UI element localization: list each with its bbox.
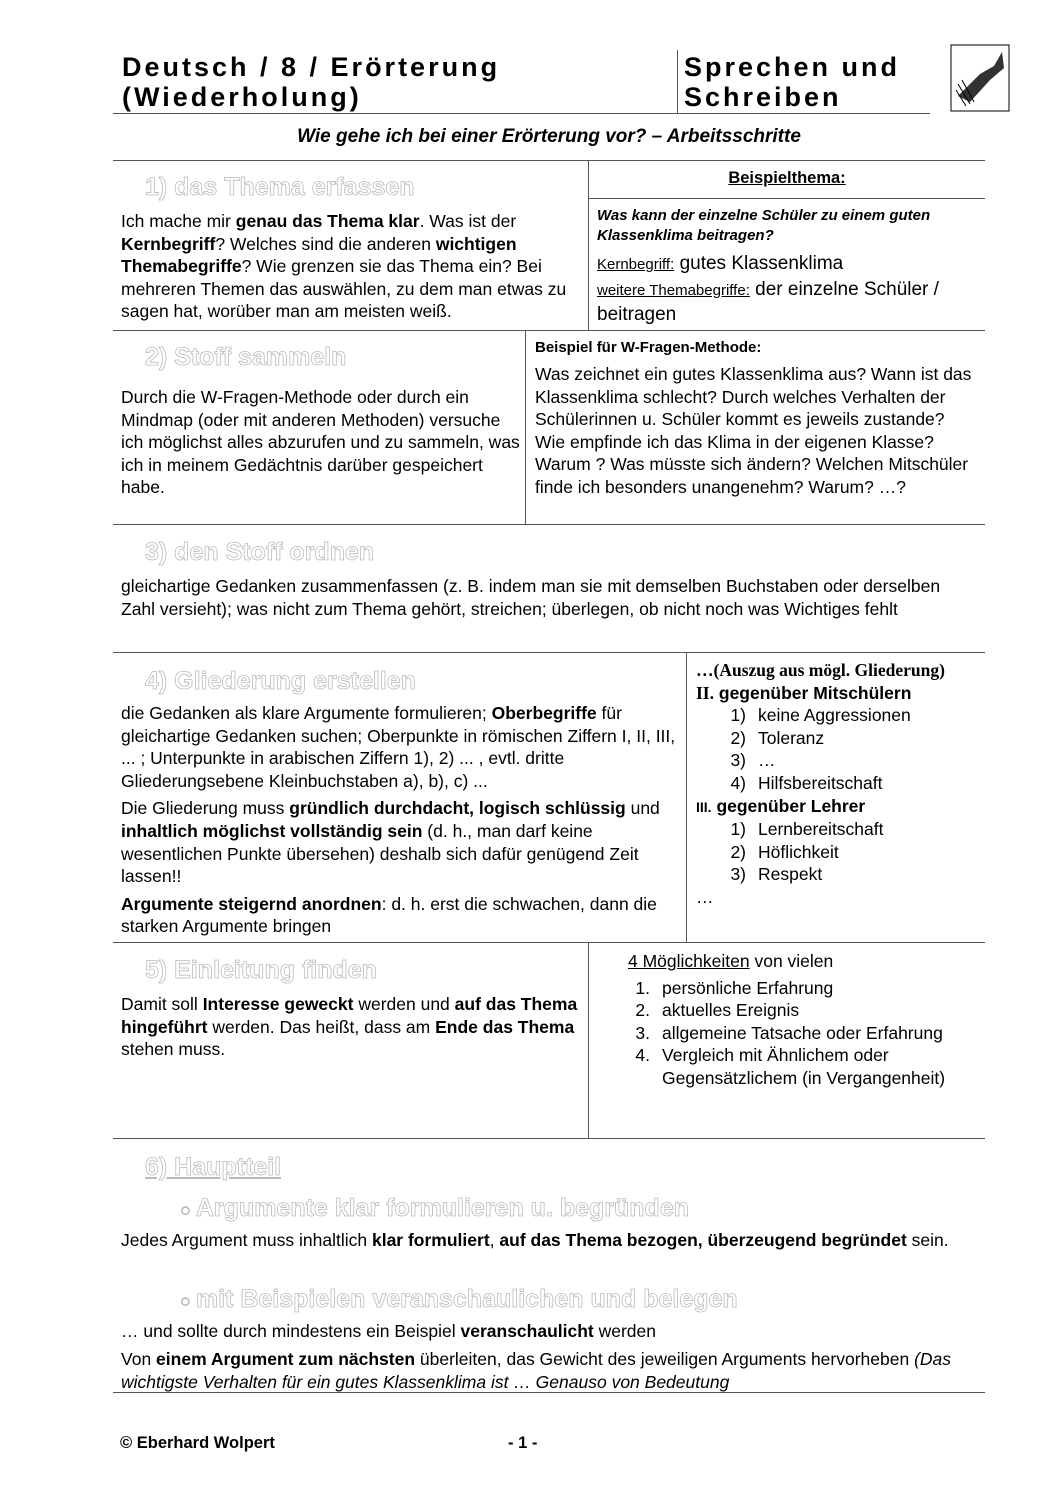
item-text: Lernbereitschaft	[758, 819, 884, 840]
example-terms: Kernbegriff: gutes Klassenklima weitere Themabegriffe: der einzelne Schüler / beitragen	[597, 253, 939, 325]
divider	[588, 198, 985, 199]
section-text: gleichartige Gedanken zusammenfassen (z. B. indem man sie mit demselben Buchstaben oder derselben Zahl versieht); was nicht zum Thema gehört, streichen; überlegen, ob nicht noch was Wichtiges fehlt	[121, 576, 941, 619]
area-line: Schreiben	[684, 82, 842, 112]
outline-excerpt: …(Auszug aus mögl. Gliederung) II. gegenüber Mitschülern 1) keine Aggressionen 2) Toleranz 3) … 4) Hilfsbereitschaft III. gegenüber Lehrer 1) Lernbereitschaft 2) Höflichkeit 3) Respekt …	[696, 659, 985, 909]
outline-item	[708, 749, 985, 772]
section-text: Damit soll Interesse geweckt werden und auf das Thema hingeführt werden. Das heißt, dass am Ende das Thema stehen muss.	[121, 994, 578, 1060]
section-heading: 3) den Stoff ordnen	[145, 538, 375, 566]
example-title: Beispielthema:	[728, 169, 846, 187]
outline-item	[708, 863, 985, 886]
divider	[677, 50, 678, 113]
item-number: 4)	[730, 772, 746, 793]
item-text: …	[758, 750, 776, 771]
divider	[113, 652, 985, 653]
divider	[113, 160, 985, 161]
divider	[113, 1392, 985, 1393]
option-item	[612, 1044, 978, 1089]
subject-area	[684, 52, 900, 112]
section-heading: 4) Gliederung erstellen	[145, 667, 416, 695]
page-number: - 1 -	[508, 1434, 538, 1452]
item-text: Höflichkeit	[758, 841, 839, 862]
example-text: Was zeichnet ein gutes Klassenklima aus? Wann ist das Klassenklima schlecht? Durch welches Verhalten der Schülerinnen u. Schüler kommt es jeweils zustande? Wie empfinde ich das Klima in der eigenen Klasse? Warum ? Was müsste sich ändern? Welchen Mitschüler finde ich besonders unangenehm? Warum? …?	[535, 364, 972, 497]
item-text: persönliche Erfahrung	[662, 977, 834, 998]
page-subtitle: Wie gehe ich bei einer Erörterung vor? – Arbeitsschritte	[297, 126, 801, 147]
option-item	[612, 977, 978, 1000]
section-text: Von einem Argument zum nächsten überleiten, das Gewicht des jeweiligen Arguments hervorheben (Das wichtigste Verhalten für ein gutes Klassenklima ist … Genauso von Bedeutung	[121, 1349, 952, 1392]
section-text: … und sollte durch mindestens ein Beispiel veranschaulicht werden	[121, 1321, 657, 1341]
item-text: Respekt	[758, 864, 823, 885]
section-heading: 5) Einleitung finden	[145, 956, 377, 984]
area-line: Sprechen und	[684, 52, 901, 82]
divider	[113, 524, 985, 525]
item-number: 2)	[730, 841, 746, 862]
divider	[113, 330, 985, 331]
outline-item	[708, 818, 985, 841]
item-number: 1)	[730, 819, 746, 840]
section-text: Durch die W-Fragen-Methode oder durch ein Mindmap (oder mit anderen Methoden) versuche ich möglichst alles abzurufen und zu sammeln, was ich in meinem Gedächtnis darüber gespeichert habe.	[121, 387, 520, 498]
item-text: Vergleich mit Ähnlichem oder Gegensätzlichem (in Vergangenheit)	[662, 1045, 946, 1088]
item-number: 3)	[730, 864, 746, 885]
divider	[113, 942, 985, 943]
item-text: Hilfsbereitschaft	[758, 772, 883, 793]
copyright: © Eberhard Wolpert	[120, 1434, 275, 1452]
option-item	[612, 1022, 978, 1045]
item-number: 3.	[635, 1022, 650, 1043]
section-heading: 6) Hauptteil	[145, 1153, 282, 1181]
title-line: (Wiederholung)	[122, 82, 362, 112]
outline-item	[708, 772, 985, 795]
item-text: aktuelles Ereignis	[662, 1000, 800, 1021]
item-number: 4.	[635, 1045, 650, 1066]
item-text: allgemeine Tatsache oder Erfahrung	[662, 1022, 943, 1043]
item-number: 1.	[635, 977, 650, 998]
divider	[686, 652, 687, 942]
section-heading: 1) das Thema erfassen	[145, 173, 415, 201]
option-item	[612, 999, 978, 1022]
example-question: Was kann der einzelne Schüler zu einem guten Klassenklima beitragen?	[597, 207, 931, 244]
item-number: 1)	[730, 705, 746, 726]
outline-item	[708, 841, 985, 864]
item-text: Toleranz	[758, 727, 825, 748]
subheading-bullet: ○ mit Beispielen veranschaulichen und belegen	[180, 1285, 738, 1313]
writing-hand-logo	[950, 44, 1010, 112]
intro-options: 4 Möglichkeiten von vielen 1. persönliche Erfahrung 2. aktuelles Ereignis 3. allgemeine Tatsache oder Erfahrung 4. Vergleich mit Ähnlichem oder Gegensätzlichem (in Vergangenheit)	[628, 950, 978, 1090]
divider	[113, 1138, 985, 1139]
section-text: die Gedanken als klare Argumente formulieren; Oberbegriffe für gleichartige Gedanken suchen; Oberpunkte in römischen Ziffern I, II, III, ... ; Unterpunkte in arabischen Ziffern 1), 2) ... , evtl. dritte Gliederungsebene Kleinbuchstaben a), b), c) ... Die Gliederung muss gründlich durchdacht, logisch schlüssig und inhaltlich möglichst vollständig sein (d. h., man darf keine wesentlichen Punkte übersehen) deshalb sich dafür genügend Zeit lassen!! Argumente steigernd anordnen: d. h. erst die schwachen, dann die starken Argumente bringen	[121, 703, 676, 937]
divider	[113, 113, 930, 114]
item-number: 2.	[635, 1000, 650, 1021]
item-number: 2)	[730, 727, 746, 748]
item-text: keine Aggressionen	[758, 705, 911, 726]
section-text: Ich mache mir genau das Thema klar. Was ist der Kernbegriff? Welches sind die anderen wichtigen Themabegriffe? Wie grenzen sie das Thema ein? Bei mehreren Themen das auswählen, zu dem man etwas zu sagen hat, worüber man am meisten weiß.	[121, 211, 567, 322]
divider	[525, 330, 526, 524]
section-text: Jedes Argument muss inhaltlich klar formuliert, auf das Thema bezogen, überzeugend begründet sein.	[121, 1230, 949, 1250]
section-heading: 2) Stoff sammeln	[145, 343, 347, 371]
subheading-bullet: ○ Argumente klar formulieren u. begründen	[180, 1194, 690, 1222]
divider	[588, 942, 589, 1138]
title-line: Deutsch / 8 / Erörterung	[122, 52, 501, 82]
outline-item	[708, 727, 985, 750]
document-title	[122, 52, 500, 112]
outline-item	[708, 704, 985, 727]
example-title: Beispiel für W-Fragen-Methode:	[535, 339, 762, 356]
item-number: 3)	[730, 750, 746, 771]
